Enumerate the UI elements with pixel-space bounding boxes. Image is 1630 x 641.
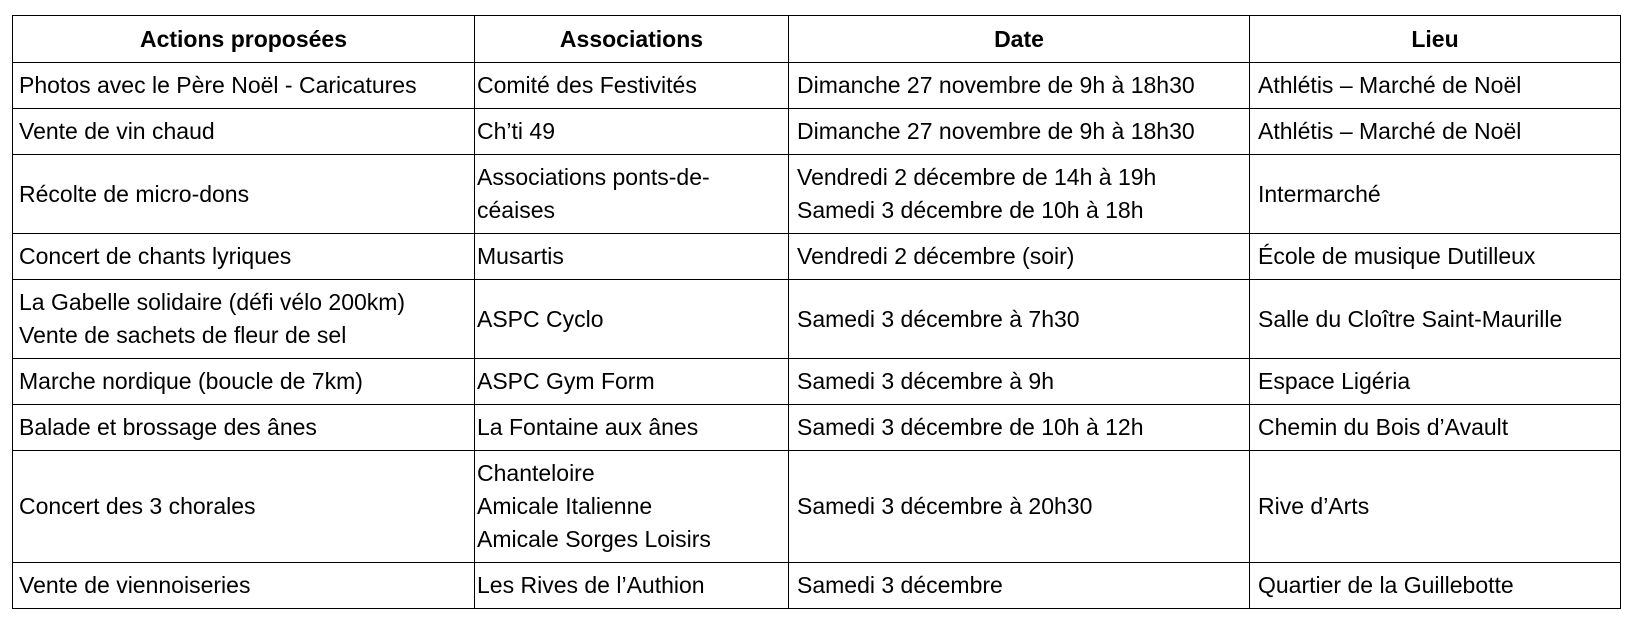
cell-lieu-line: Intermarché: [1258, 180, 1381, 207]
cell-association-line: Amicale Italienne: [477, 493, 653, 519]
table-row: [13, 234, 1621, 280]
table-row: [13, 405, 1621, 451]
header-associations: Associations: [475, 16, 789, 63]
cell-lieu: [1250, 405, 1621, 451]
cell-association-line: Amicale Sorges Loisirs: [477, 526, 711, 552]
cell-association: [475, 280, 789, 359]
cell-lieu: [1250, 155, 1621, 234]
header-date: Date: [789, 16, 1250, 63]
header-actions: Actions proposées: [13, 16, 475, 63]
cell-lieu-line: Athlétis – Marché de Noël: [1258, 118, 1522, 144]
cell-lieu-line: École de musique Dutilleux: [1258, 243, 1536, 269]
cell-date-line: Vendredi 2 décembre de 14h à 19h: [797, 164, 1157, 190]
cell-action-line: Photos avec le Père Noël - Caricatures: [19, 72, 417, 98]
table-body: [13, 63, 1621, 609]
cell-date-line: Samedi 3 décembre à 9h: [797, 368, 1054, 394]
cell-date: [789, 155, 1250, 234]
cell-action-line: Vente de sachets de fleur de sel: [19, 322, 347, 348]
cell-action-line: La Gabelle solidaire (défi vélo 200km): [19, 289, 406, 315]
cell-action: [13, 63, 475, 109]
cell-date-line: Dimanche 27 novembre de 9h à 18h30: [797, 72, 1195, 98]
table-row: [13, 451, 1621, 563]
cell-association-line: céaises: [477, 197, 555, 223]
cell-association-line: Ch’ti 49: [477, 118, 555, 144]
cell-association: [475, 63, 789, 109]
cell-lieu: [1250, 451, 1621, 563]
cell-association: [475, 451, 789, 563]
cell-lieu-line: Salle du Cloître Saint-Maurille: [1258, 305, 1563, 332]
cell-action-line: Vente de viennoiseries: [19, 572, 251, 598]
cell-action: [13, 109, 475, 155]
cell-date-line: Samedi 3 décembre de 10h à 18h: [797, 197, 1144, 223]
table-row: [13, 359, 1621, 405]
cell-date: [789, 563, 1250, 609]
cell-association-line: Comité des Festivités: [477, 72, 697, 98]
cell-lieu: [1250, 359, 1621, 405]
cell-date-line: Dimanche 27 novembre de 9h à 18h30: [797, 118, 1195, 144]
cell-date-line: Samedi 3 décembre à 20h30: [797, 493, 1093, 519]
cell-action: [13, 451, 475, 563]
header-row: [13, 16, 1621, 63]
table-row: [13, 109, 1621, 155]
cell-lieu: [1250, 63, 1621, 109]
cell-lieu-line: Chemin du Bois d’Avault: [1258, 414, 1509, 440]
table-row: [13, 280, 1621, 359]
cell-lieu: [1250, 234, 1621, 280]
table-row: [13, 63, 1621, 109]
cell-lieu: [1250, 563, 1621, 609]
cell-lieu-line: Athlétis – Marché de Noël: [1258, 72, 1522, 98]
cell-date: [789, 451, 1250, 563]
cell-action-line: Marche nordique (boucle de 7km): [19, 368, 363, 394]
cell-lieu-line: Rive d’Arts: [1258, 493, 1370, 519]
cell-association-line: Musartis: [477, 243, 564, 269]
table-row: [13, 155, 1621, 234]
cell-action: [13, 359, 475, 405]
cell-lieu: [1250, 109, 1621, 155]
cell-action: [13, 280, 475, 359]
cell-association: [475, 109, 789, 155]
events-table: [12, 15, 1621, 609]
cell-association: [475, 405, 789, 451]
cell-association-line: ASPC Cyclo: [477, 305, 604, 332]
cell-date-line: Samedi 3 décembre: [797, 572, 1003, 598]
cell-date: [789, 109, 1250, 155]
cell-date-line: Vendredi 2 décembre (soir): [797, 243, 1075, 269]
cell-date-line: Samedi 3 décembre de 10h à 12h: [797, 414, 1144, 440]
cell-action-line: Balade et brossage des ânes: [19, 414, 317, 440]
cell-action: [13, 563, 475, 609]
cell-association-line: Chanteloire: [477, 460, 595, 486]
cell-association: [475, 359, 789, 405]
cell-action-line: Concert de chants lyriques: [19, 243, 292, 269]
cell-association-line: ASPC Gym Form: [477, 368, 655, 394]
cell-date: [789, 280, 1250, 359]
cell-date-line: Samedi 3 décembre à 7h30: [797, 305, 1080, 332]
header-lieu: Lieu: [1250, 16, 1621, 63]
cell-date: [789, 63, 1250, 109]
cell-association: [475, 234, 789, 280]
cell-association: [475, 563, 789, 609]
cell-association-line: Les Rives de l’Authion: [477, 572, 705, 598]
cell-date: [789, 405, 1250, 451]
cell-action: [13, 234, 475, 280]
cell-association: [475, 155, 789, 234]
cell-action-line: Vente de vin chaud: [19, 118, 215, 144]
cell-date: [789, 234, 1250, 280]
cell-association-line: Associations ponts-de-: [477, 164, 710, 190]
cell-action-line: Concert des 3 chorales: [19, 493, 256, 519]
table-row: [13, 563, 1621, 609]
cell-association-line: La Fontaine aux ânes: [477, 414, 699, 440]
cell-lieu-line: Espace Ligéria: [1258, 368, 1411, 394]
cell-lieu: [1250, 280, 1621, 359]
cell-date: [789, 359, 1250, 405]
cell-action: [13, 405, 475, 451]
cell-action-line: Récolte de micro-dons: [19, 180, 250, 207]
cell-action: [13, 155, 475, 234]
cell-lieu-line: Quartier de la Guillebotte: [1258, 572, 1514, 598]
